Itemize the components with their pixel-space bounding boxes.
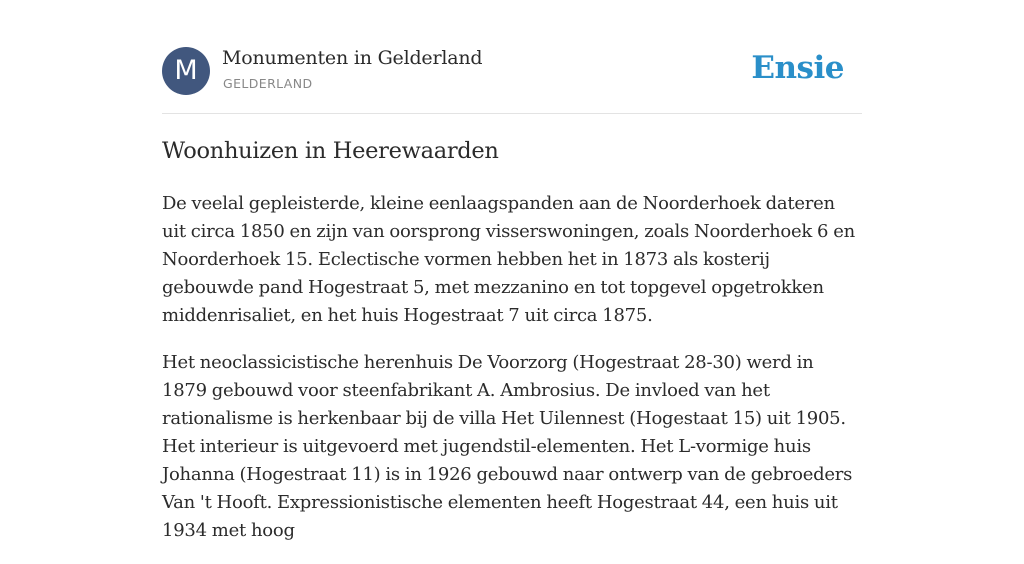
divider <box>162 113 862 114</box>
paragraph: De veelal gepleisterde, kleine eenlaagspanden aan de Noorderhoek dateren uit circa 1850 en zijn van oorsprong visserswoningen, zoals Noorderhoek 6 en Noorderhoek 15. Eclectische vormen hebben het in 1873 als kosterij gebouwde pand Hogestraat 5, met mezzanino en tot topgevel opgetrokken middenrisaliet, en het huis Hogestraat 7 uit circa 1875. <box>162 193 855 326</box>
source-header <box>162 46 862 96</box>
brand-logo[interactable]: Ensie <box>751 50 844 86</box>
source-subtitle-link[interactable]: GELDERLAND <box>223 76 313 91</box>
source-title-link[interactable]: Monumenten in Gelderland <box>222 47 483 69</box>
avatar[interactable]: M <box>162 47 210 95</box>
article-title: Woonhuizen in Heerewaarden <box>162 138 499 164</box>
paragraph: Het neoclassicistische herenhuis De Voorzorg (Hogestraat 28-30) werd in 1879 gebouwd voor steenfabrikant A. Ambrosius. De invloed van het rationalisme is herkenbaar bij de villa Het Uilennest (Hogestaat 15) uit 1905. Het interieur is uitgevoerd met jugendstil-elementen. Het L-vormige huis Johanna (Hogestraat 11) is in 1926 gebouwd naar ontwerp van de gebroeders Van 't Hooft. Expressionistische elementen heeft Hogestraat 44, een huis uit 1934 met hoog <box>162 352 853 541</box>
article-body <box>162 190 862 564</box>
